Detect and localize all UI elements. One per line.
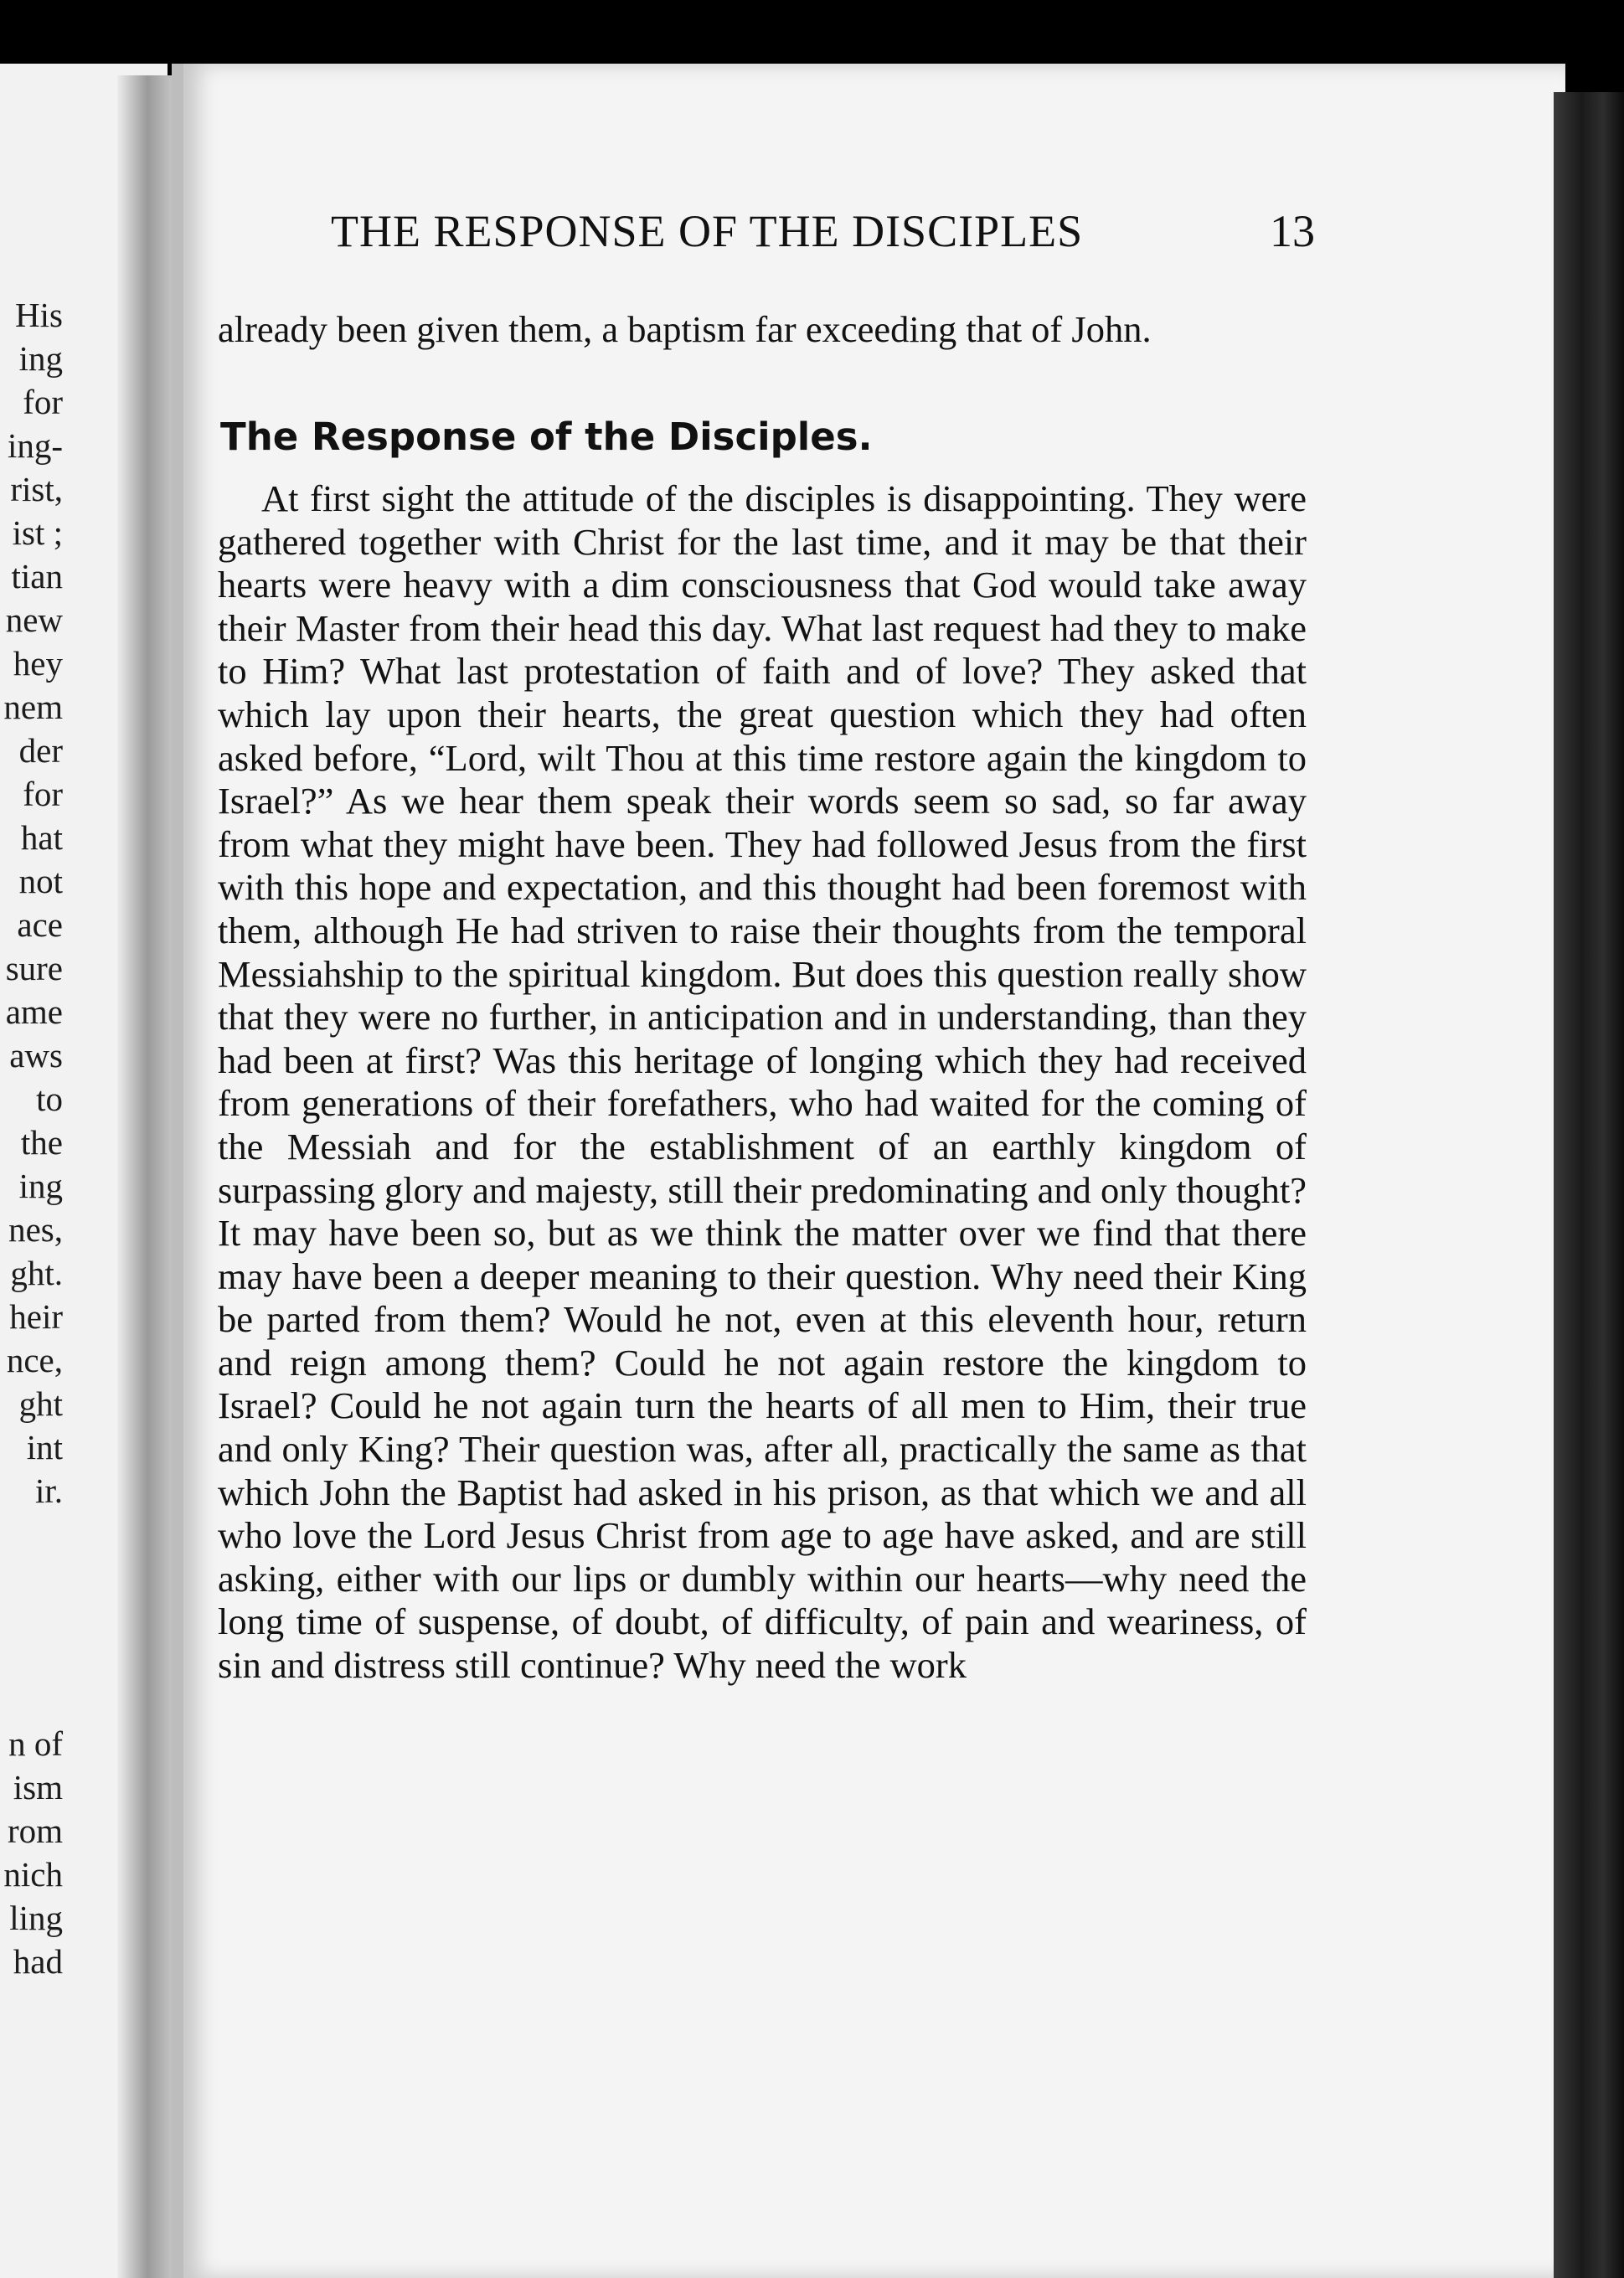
left-page-fragment: ism [13, 1768, 63, 1806]
left-page-fragment: rist, [10, 470, 63, 508]
left-page-fragment: for [23, 383, 63, 421]
left-page-fragment: ist ; [12, 513, 63, 552]
left-page-fragment: the [20, 1123, 63, 1162]
left-page-fragment: new [5, 600, 63, 639]
left-page-fragment: nich [3, 1855, 63, 1894]
left-page-fragment: tian [11, 557, 63, 595]
left-page-fragment: nem [3, 688, 63, 726]
left-page-fragment: nce, [6, 1341, 63, 1379]
left-page-fragment: not [18, 862, 63, 900]
body-paragraph: At first sight the attitude of the disciples is disappointing. They were gathered together with Christ for the last time, and it may be that their hearts were heavy with a dim consciousness that God would take away their Master from their head this day. What last request had they to make to Him? What last protestation of faith and of love? They asked that which lay upon their hearts, the great question which they had often asked before, “Lord, wilt Thou at this time restore again the kingdom to Israel?” As we hear them speak their words seem so sad, so far away from what they might have been. They had followed Jesus from the first with this hope and expectation, and this thought had been foremost with them, although He had striven to raise their thoughts from the temporal Messiahship to the spiritual kingdom. But does this question really show that they were no further, in anticipation and in understanding, than they had been at first? Was this heritage of longing which they had received from generations of their forefathers, who had waited for the coming of the Messiah and for the establishment of an earthly kingdom of surpassing glory and majesty, still their predominating and only thought? It may have been so, but as we think the matter over we find that there may have been a deeper meaning to their question. Why need their King be parted from them? Would he not, even at this eleventh hour, return and reign among them? Could he not again restore the kingdom to Israel? Could he not again turn the hearts of all men to Him, their true and only King? Their question was, after all, practically the same as that which John the Baptist had asked in his prison, as that which we and all who love the Lord Jesus Christ from age to age have asked, and are still asking, either with our lips or dumbly within our hearts—why need the long time of suspense, of doubt, of difficulty, of pain and weariness, of sin and distress still continue? Why need the work [218, 477, 1307, 1687]
left-page-fragment: for [23, 775, 63, 813]
left-page-fragment: ing [18, 1167, 63, 1205]
left-page-fragment: heir [9, 1297, 63, 1336]
left-page-fragment: der [18, 731, 63, 770]
left-page-fragment: n of [8, 1724, 63, 1763]
left-page-fragment: ing [18, 339, 63, 378]
section-heading: The Response of the Disciples. [220, 415, 873, 459]
left-page-fragment: to [36, 1080, 63, 1118]
left-page-fragment: ght [18, 1384, 63, 1423]
left-page-fragment: rom [7, 1812, 63, 1850]
left-page-fragment: int [26, 1428, 63, 1466]
left-page-fragment: His [15, 296, 63, 334]
page-number: 13 [1270, 206, 1315, 256]
continued-paragraph: already been given them, a baptism far exceeding that of John. [218, 308, 1152, 350]
left-page-fragment: aws [9, 1036, 63, 1075]
left-page-fragment: ght. [10, 1254, 63, 1292]
left-page-fragment: hat [20, 818, 63, 857]
left-page-fragment: ling [9, 1899, 63, 1937]
left-page-fragment: nes, [8, 1210, 63, 1249]
running-head [331, 205, 1315, 264]
left-page-fragment: hey [13, 644, 63, 683]
left-page-fragment: sure [5, 949, 63, 987]
left-page-fragment: ir. [34, 1471, 63, 1510]
left-page-fragment: ace [17, 905, 63, 944]
page-edge [1554, 92, 1624, 2278]
running-head-title: THE RESPONSE OF THE DISCIPLES [331, 206, 1084, 256]
left-page-fragment: ing- [7, 426, 63, 465]
left-page-fragment: ame [5, 992, 63, 1031]
left-page-fragment: had [13, 1942, 63, 1981]
